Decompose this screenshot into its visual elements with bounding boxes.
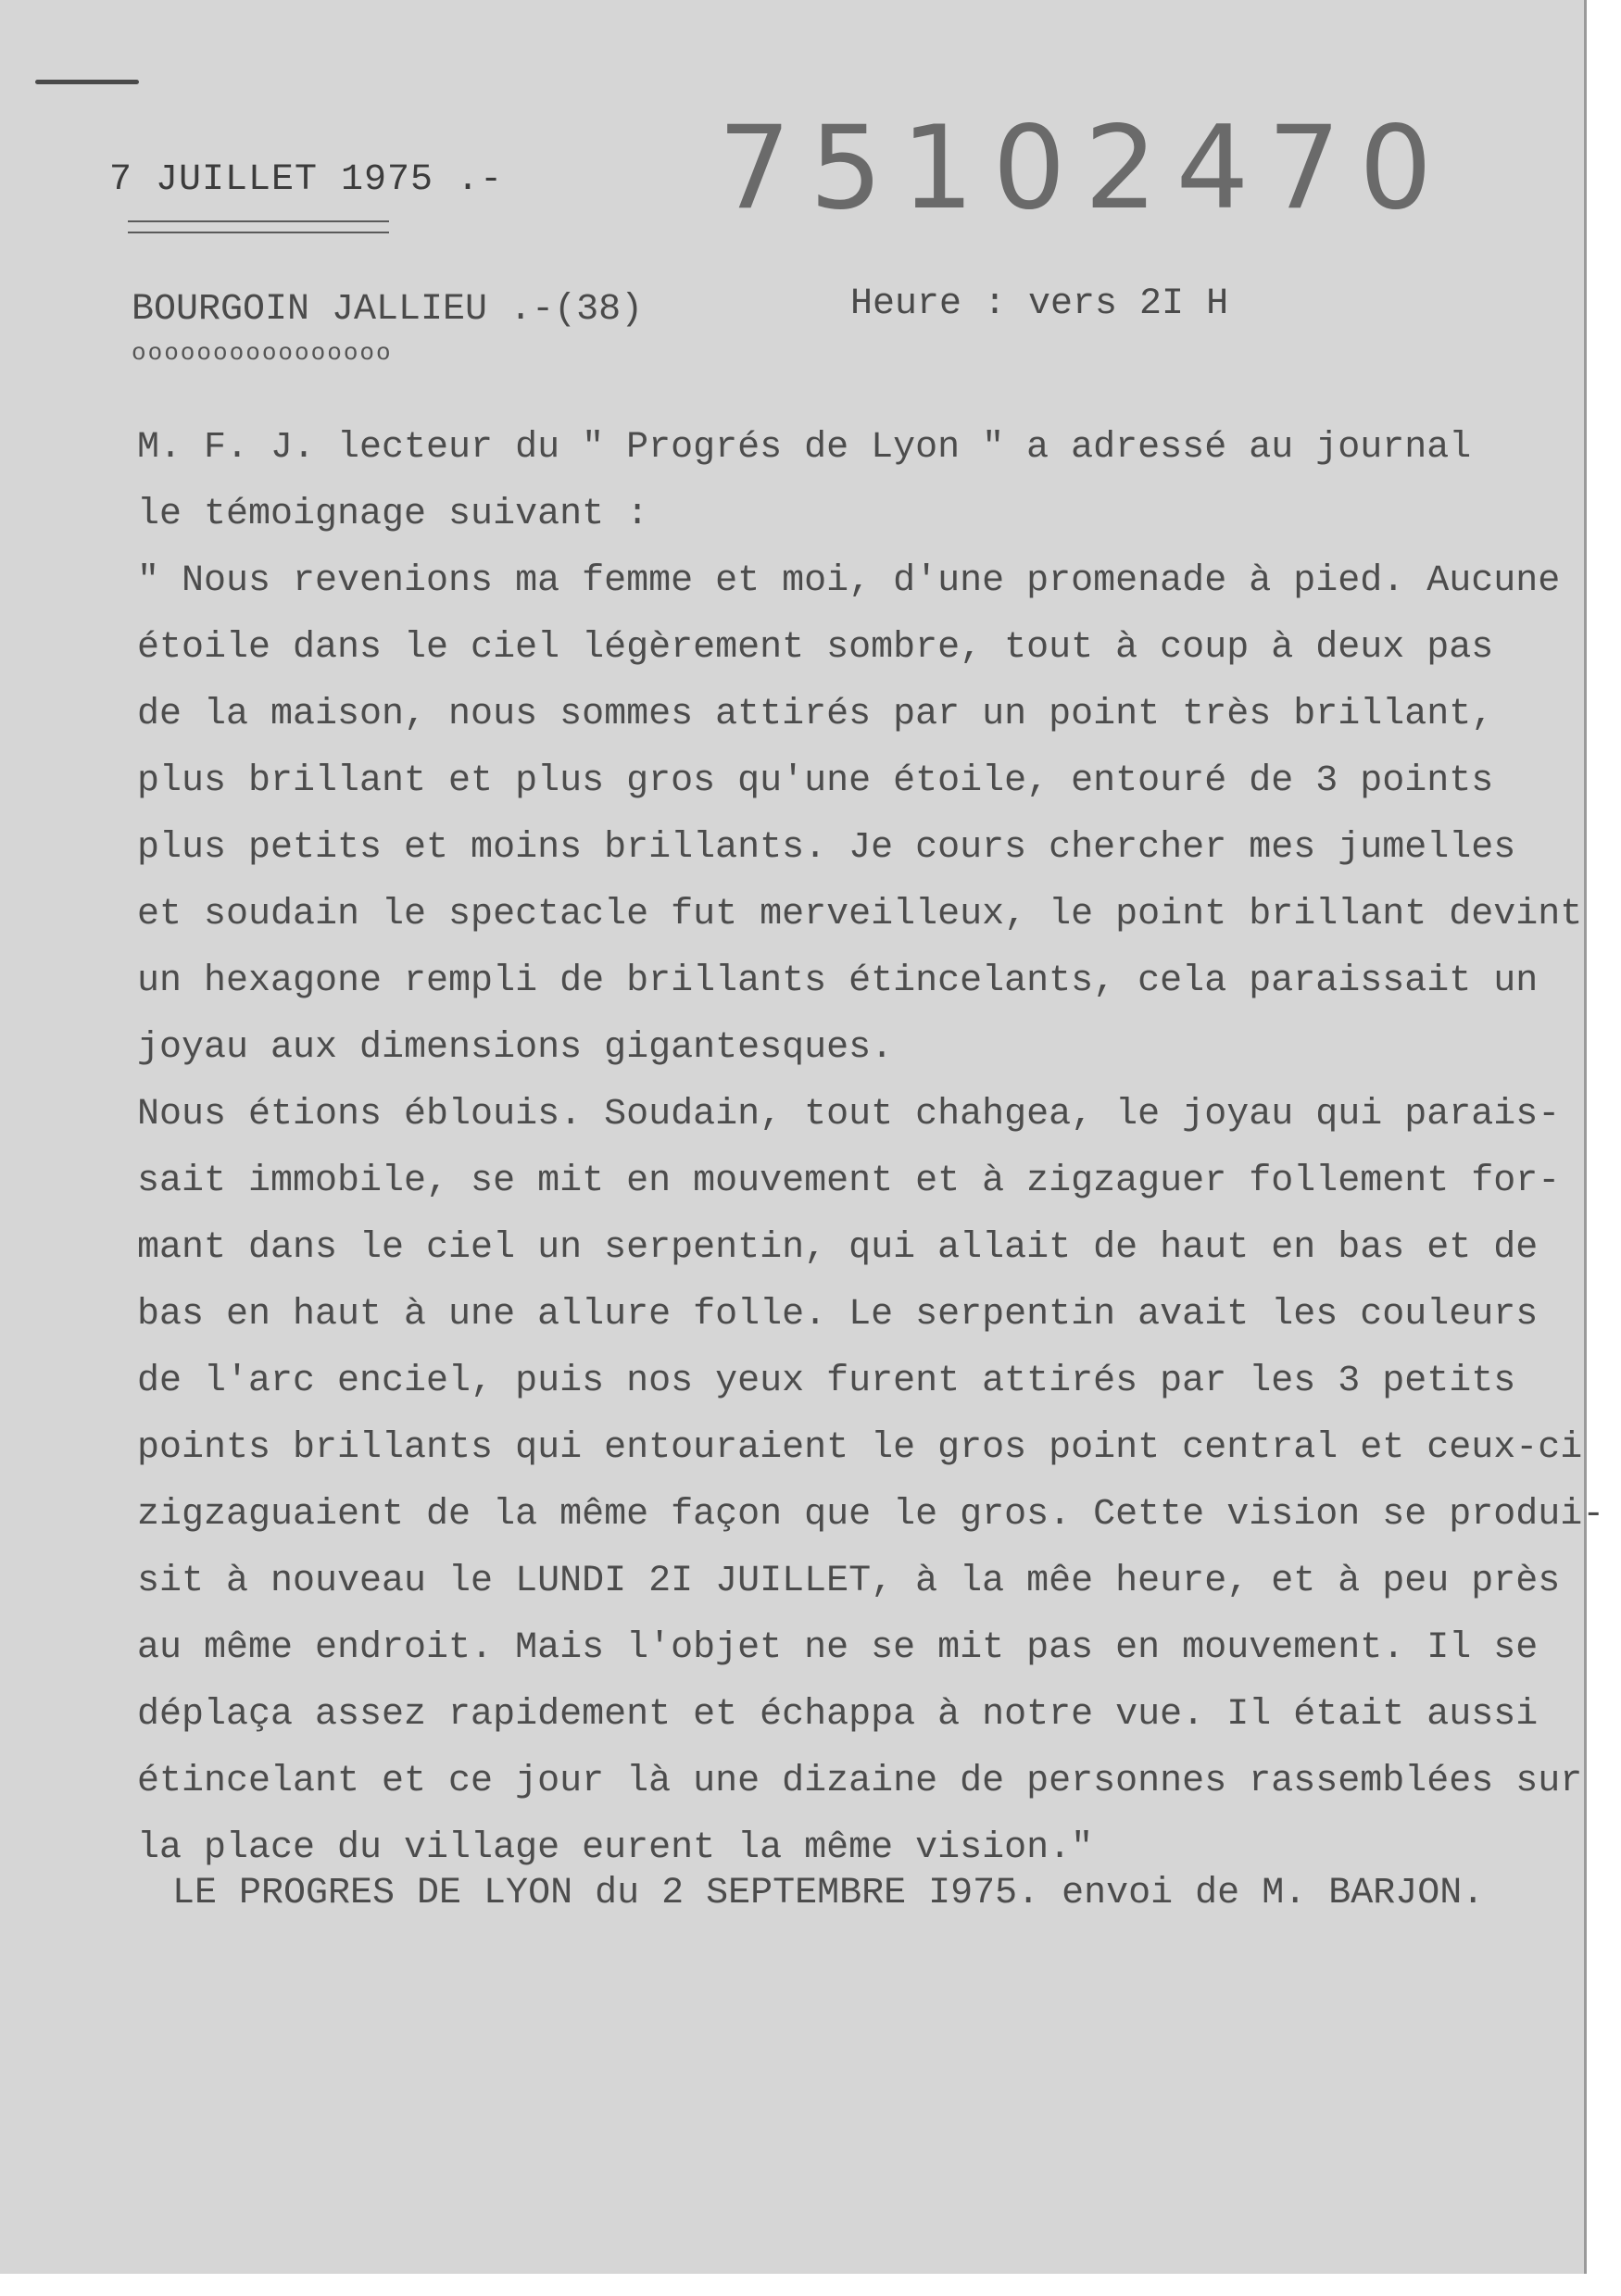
- body-line: et soudain le spectacle fut merveilleux, le point brillant devint: [137, 894, 1583, 935]
- body-line: au même endroit. Mais l'objet ne se mit pas en mouvement. Il se: [137, 1627, 1539, 1669]
- body-line: " Nous revenions ma femme et moi, d'une promenade à pied. Aucune: [137, 560, 1561, 602]
- body-line: un hexagone rempli de brillants étincelants, cela paraissait un: [137, 960, 1539, 1002]
- time-heading: Heure : vers 2I H: [850, 283, 1229, 325]
- body-line: points brillants qui entouraient le gros point central et ceux-ci: [137, 1427, 1583, 1469]
- body-line: étoile dans le ciel légèrement sombre, tout à coup à deux pas: [137, 627, 1494, 669]
- body-line: plus petits et moins brillants. Je cours chercher mes jumelles: [137, 827, 1516, 869]
- body-line: zigzaguaient de la même façon que le gros. Cette vision se produi-: [137, 1494, 1605, 1536]
- location-underline: oooooooooooooooo: [132, 339, 393, 367]
- location-heading: BOURGOIN JALLIEU .-(38): [132, 289, 644, 331]
- corner-mark: [35, 80, 139, 84]
- document-date: 7 JUILLET 1975 .-: [109, 159, 504, 201]
- body-line: étincelant et ce jour là une dizaine de personnes rassemblées sur: [137, 1761, 1583, 1802]
- body-line: mant dans le ciel un serpentin, qui allait de haut en bas et de: [137, 1227, 1539, 1269]
- body-line: déplaça assez rapidement et échappa à notre vue. Il était aussi: [137, 1694, 1539, 1736]
- body-line: sait immobile, se mit en mouvement et à zigzaguer follement for-: [137, 1161, 1561, 1202]
- body-text: [137, 415, 1605, 1882]
- body-line: Nous étions éblouis. Soudain, tout chahgea, le joyau qui parais-: [137, 1094, 1561, 1135]
- body-line: le témoignage suivant :: [137, 494, 649, 535]
- date-underline: [128, 220, 389, 233]
- document-number: 75102470: [718, 102, 1451, 235]
- body-line: sit à nouveau le LUNDI 2I JUILLET, à la mêe heure, et à peu près: [137, 1561, 1561, 1602]
- body-line: de l'arc enciel, puis nos yeux furent attirés par les 3 petits: [137, 1361, 1516, 1402]
- body-line: plus brillant et plus gros qu'une étoile, entouré de 3 points: [137, 760, 1494, 802]
- body-line: M. F. J. lecteur du " Progrés de Lyon " a adressé au journal: [137, 427, 1472, 469]
- source-line: LE PROGRES DE LYON du 2 SEPTEMBRE I975. envoi de M. BARJON.: [172, 1873, 1485, 1914]
- body-line: joyau aux dimensions gigantesques.: [137, 1027, 894, 1069]
- body-line: de la maison, nous sommes attirés par un point très brillant,: [137, 694, 1494, 735]
- body-line: bas en haut à une allure folle. Le serpentin avait les couleurs: [137, 1294, 1539, 1336]
- body-line: la place du village eurent la même vision.": [137, 1827, 1094, 1869]
